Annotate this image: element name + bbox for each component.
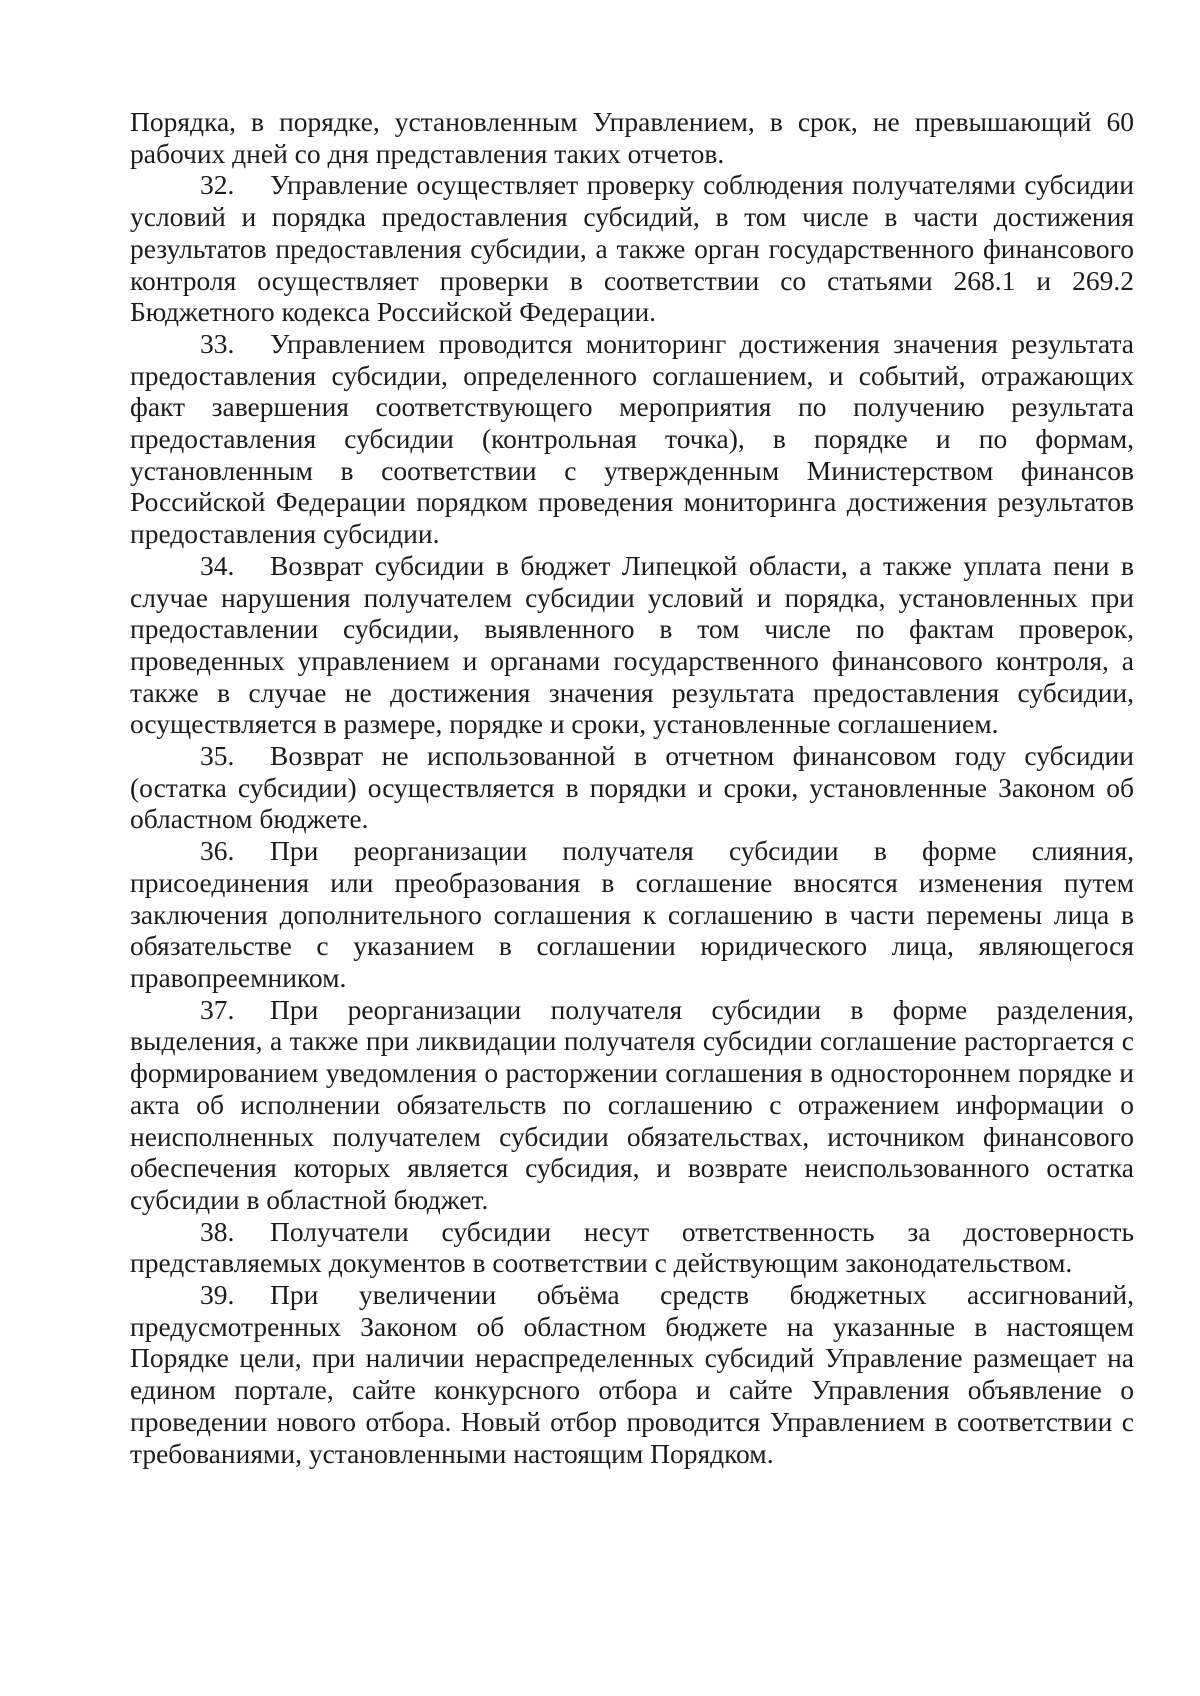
clause-number: 32. bbox=[200, 169, 235, 201]
clause-39 bbox=[130, 1279, 1134, 1469]
clause-text: При увеличении объёма средств бюджетных ассигнований, предусмотренных Законом об областном бюджете на указанные в настоящем Порядке цели, при наличии нераспределенных субсидий Управление размещает на едином портале, сайте конкурсного отбора и сайте Управления объявление о проведении нового отбора. Новый отбор проводится Управлением в соответствии с требованиями, установленными настоящим Порядком. bbox=[130, 1279, 1134, 1469]
clause-number: 37. bbox=[200, 993, 235, 1025]
clause-number: 38. bbox=[200, 1215, 235, 1247]
clause-number: 35. bbox=[200, 740, 235, 772]
clause-text: Управление осуществляет проверку соблюдения получателями субсидии условий и порядка предоставления субсидий, в том числе в части достижения результатов предоставления субсидии, а также орган государственного финансового контроля осуществляет проверки в соответствии со статьями 268.1 и 269.2 Бюджетного кодекса Российской Федерации. bbox=[130, 169, 1134, 328]
document-body bbox=[130, 106, 1134, 1469]
clause-text: При реорганизации получателя субсидии в форме слияния, присоединения или преобразования в соглашение вносятся изменения путем заключения дополнительного соглашения к соглашению в части перемены лица в обязательстве с указанием в соглашении юридического лица, являющегося правопреемником. bbox=[130, 835, 1134, 993]
clause-37 bbox=[130, 994, 1134, 1216]
clause-32 bbox=[130, 169, 1134, 328]
clause-36 bbox=[130, 835, 1134, 994]
clause-number: 36. bbox=[200, 835, 235, 867]
clause-text: Управлением проводится мониторинг достижения значения результата предоставления субсидии, определенного соглашением, и событий, отражающих факт завершения соответствующего мероприятия по получению результата предоставления субсидии (контрольная точка), в порядке и по формам, установленным в соответствии с утвержденным Министерством финансов Российской Федерации порядком проведения мониторинга достижения результатов предоставления субсидии. bbox=[130, 327, 1134, 550]
clause-number: 34. bbox=[200, 549, 235, 581]
clause-text: Возврат не использованной в отчетном финансовом году субсидии (остатка субсидии) осуществляется в порядки и сроки, установленные Законом об областном бюджете. bbox=[130, 740, 1134, 835]
clause-34 bbox=[130, 550, 1134, 740]
continuation-paragraph: Порядка, в порядке, установленным Управлением, в срок, не превышающий 60 рабочих дней со дня представления таких отчетов. bbox=[130, 106, 1134, 169]
clause-text: Возврат субсидии в бюджет Липецкой области, а также уплата пени в случае нарушения получателем субсидии условий и порядка, установленных при предоставлении субсидии, выявленного в том числе по фактам проверок, проведенных управлением и органами государственного финансового контроля, а также в случае не достижения значения результата предоставления субсидии, осуществляется в размере, порядке и сроки, установленные соглашением. bbox=[130, 549, 1134, 740]
clause-38 bbox=[130, 1216, 1134, 1279]
clause-number: 39. bbox=[200, 1279, 235, 1311]
clause-35 bbox=[130, 740, 1134, 835]
clause-text: При реорганизации получателя субсидии в форме разделения, выделения, а также при ликвидации получателя субсидии соглашение расторгается с формированием уведомления о расторжении соглашения в одностороннем порядке и акта об исполнении обязательств по соглашению с отражением информации о неисполненных получателем субсидии обязательствах, источником финансового обеспечения которых является субсидия, и возврате неиспользованного остатка субсидии в областной бюджет. bbox=[130, 993, 1134, 1215]
clause-number: 33. bbox=[200, 327, 235, 359]
clause-33 bbox=[130, 328, 1134, 550]
clause-text: Получатели субсидии несут ответственность за достоверность представляемых документов в соответствии с действующим законодательством. bbox=[130, 1215, 1134, 1279]
